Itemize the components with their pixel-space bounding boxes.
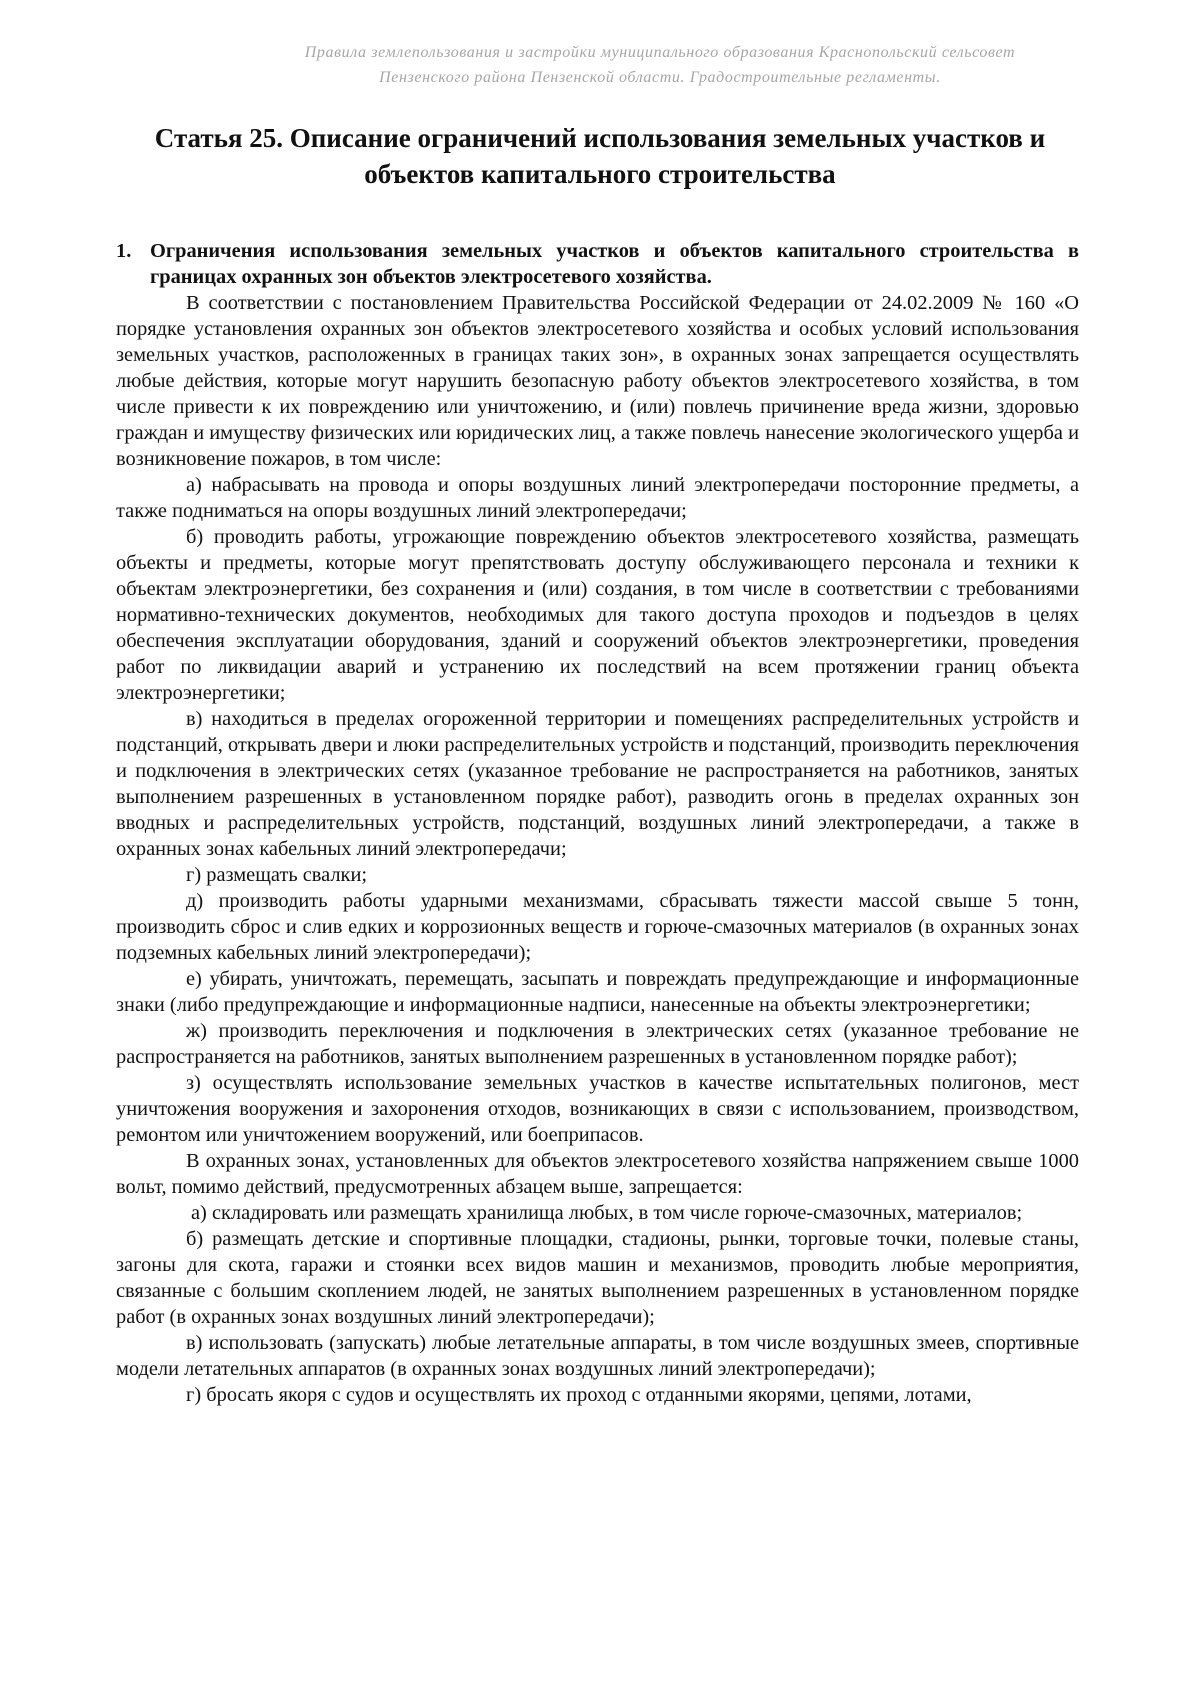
list-item: в) использовать (запускать) любые летательные аппараты, в том числе воздушных змеев, спортивные модели летательных аппаратов (в охранных зонах воздушных линий электропередачи); bbox=[116, 1332, 1079, 1380]
list-item: б) размещать детские и спортивные площадки, стадионы, рынки, торговые точки, полевые станы, загоны для скота, гаражи и стоянки всех видов машин и механизмов, проводить любые мероприятия, связанные с большим скоплением людей, не занятых выполнением разрешенных в установленном порядке работ (в охранных зонах воздушных линий электропередачи); bbox=[116, 1228, 1079, 1328]
paragraph: В охранных зонах, установленных для объектов электросетевого хозяйства напряжением свыше 1000 вольт, помимо действий, предусмотренных абзацем выше, запрещается: bbox=[116, 1150, 1079, 1198]
section-heading bbox=[116, 238, 1079, 290]
list-item: г) размещать свалки; bbox=[186, 864, 368, 886]
list-item: д) производить работы ударными механизмами, сбрасывать тяжести массой свыше 5 тонн, производить сброс и слив едких и коррозионных веществ и горюче-смазочных материалов (в охранных зонах подземных кабельных линий электропередачи); bbox=[116, 890, 1079, 964]
section-number: 1. bbox=[116, 240, 132, 262]
list-item: ж) производить переключения и подключения в электрических сетях (указанное требование не распространяется на работников, занятых выполнением разрешенных в установленном порядке работ); bbox=[116, 1020, 1079, 1068]
header-line-2: Пензенского района Пензенской области. Градостроительные регламенты. bbox=[379, 69, 941, 86]
title-line-2: объектов капитального строительства bbox=[364, 159, 836, 189]
list-item: а) складировать или размещать хранилища любых, в том числе горюче-смазочных, материалов; bbox=[191, 1202, 1023, 1224]
paragraph: В соответствии с постановлением Правительства Российской Федерации от 24.02.2009 № 160 «О порядке установления охранных зон объектов электросетевого хозяйства и особых условий использования земельных участков, расположенных в границах таких зон», в охранных зонах запрещается осуществлять любые действия, которые могут нарушить безопасную работу объектов электросетевого хозяйства, в том числе привести к их повреждению или уничтожению, и (или) повлечь причинение вреда жизни, здоровью граждан и имуществу физических или юридических лиц, а также повлечь нанесение экологического ущерба и возникновение пожаров, в том числе: bbox=[116, 292, 1079, 470]
list-item: з) осуществлять использование земельных участков в качестве испытательных полигонов, мест уничтожения вооружения и захоронения отходов, возникающих в связи с использованием, производством, ремонтом или уничтожением вооружений, или боеприпасов. bbox=[116, 1072, 1079, 1146]
document-body bbox=[116, 238, 1079, 1408]
article-title bbox=[120, 120, 1080, 192]
list-item: г) бросать якоря с судов и осуществлять их проход с отданными якорями, цепями, лотами, bbox=[186, 1384, 972, 1406]
running-header bbox=[220, 40, 1100, 90]
list-item: в) находиться в пределах огороженной территории и помещениях распределительных устройств и подстанций, открывать двери и люки распределительных устройств и подстанций, производить переключения и подключения в электрических сетях (указанное требование не распространяется на работников, занятых выполнением разрешенных в установленном порядке работ), разводить огонь в пределах охранных зон вводных и распределительных устройств, подстанций, воздушных линий электропередачи, а также в охранных зонах кабельных линий электропередачи; bbox=[116, 708, 1079, 860]
list-item: е) убирать, уничтожать, перемещать, засыпать и повреждать предупреждающие и информационные знаки (либо предупреждающие и информационные надписи, нанесенные на объекты электроэнергетики; bbox=[116, 968, 1079, 1016]
header-line-1: Правила землепользования и застройки муниципального образования Краснопольский сельсовет bbox=[304, 44, 1016, 61]
title-line-1: Статья 25. Описание ограничений использования земельных участков и bbox=[154, 123, 1046, 153]
list-item: а) набрасывать на провода и опоры воздушных линий электропередачи посторонние предметы, а также подниматься на опоры воздушных линий электропередачи; bbox=[116, 474, 1079, 522]
section-heading-text: Ограничения использования земельных участков и объектов капитального строительства в границах охранных зон объектов электросетевого хозяйства. bbox=[150, 240, 1079, 288]
list-item: б) проводить работы, угрожающие повреждению объектов электросетевого хозяйства, размещать объекты и предметы, которые могут препятствовать доступу обслуживающего персонала и техники к объектам электроэнергетики, без сохранения и (или) создания, в том числе в соответствии с требованиями нормативно-технических документов, необходимых для такого доступа проходов и подъездов в целях обеспечения эксплуатации оборудования, зданий и сооружений объектов электроэнергетики, проведения работ по ликвидации аварий и устранению их последствий на всем протяжении границ объекта электроэнергетики; bbox=[116, 526, 1079, 704]
